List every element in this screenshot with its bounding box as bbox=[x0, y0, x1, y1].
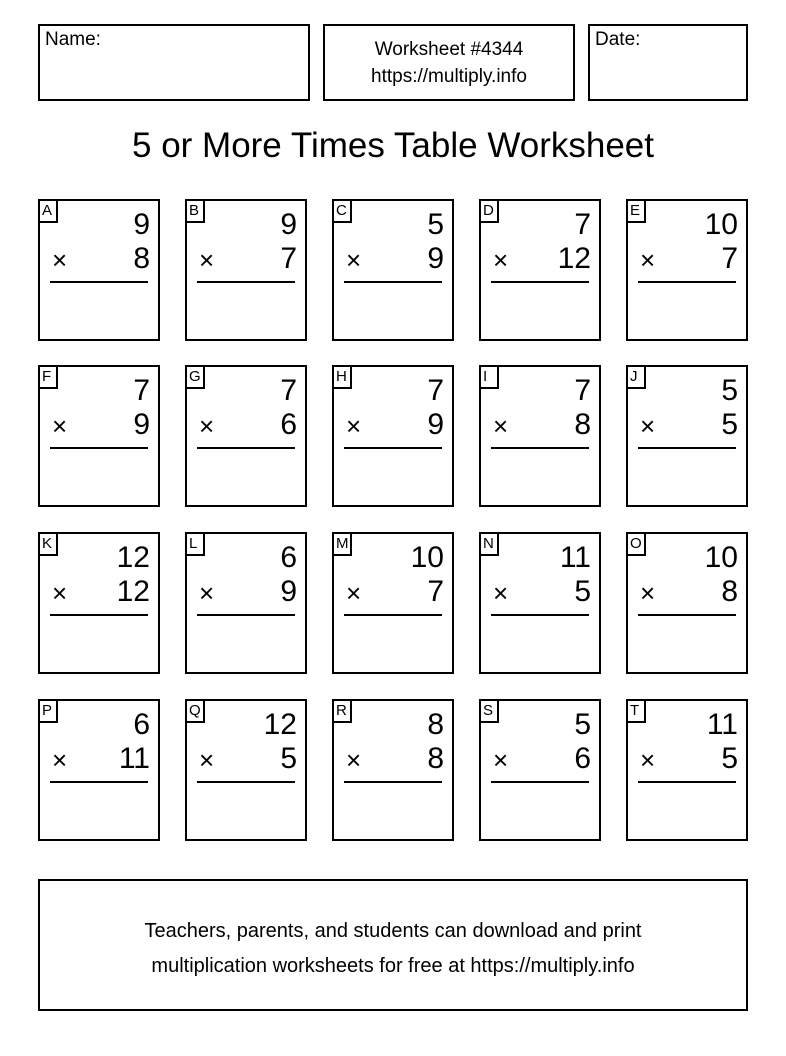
answer-line bbox=[638, 614, 736, 616]
problem-card bbox=[626, 199, 748, 341]
problem-multiplicand: 11 bbox=[559, 541, 591, 574]
problem-multiplier: 8 bbox=[133, 242, 150, 275]
times-sign: × bbox=[493, 745, 509, 775]
problem-multiplier: 7 bbox=[721, 242, 738, 275]
problem-letter: M bbox=[332, 532, 352, 556]
problem-multiplier: 7 bbox=[427, 575, 444, 608]
problem-letter: O bbox=[626, 532, 646, 556]
times-sign: × bbox=[346, 745, 362, 775]
times-sign: × bbox=[640, 245, 656, 275]
answer-line bbox=[491, 781, 589, 783]
answer-line bbox=[197, 781, 295, 783]
problem-card bbox=[332, 532, 454, 674]
problem-multiplier: 6 bbox=[280, 408, 297, 441]
worksheet-number: Worksheet #4344 bbox=[374, 39, 524, 60]
answer-line bbox=[491, 447, 589, 449]
problem-multiplicand: 10 bbox=[704, 541, 738, 574]
problem-card bbox=[38, 532, 160, 674]
problem-multiplicand: 6 bbox=[280, 541, 297, 574]
problem-multiplier: 5 bbox=[721, 408, 738, 441]
problem-multiplier: 9 bbox=[133, 408, 150, 441]
answer-line bbox=[50, 447, 148, 449]
answer-line bbox=[491, 614, 589, 616]
times-sign: × bbox=[493, 578, 509, 608]
times-sign: × bbox=[346, 245, 362, 275]
problem-letter: C bbox=[332, 199, 352, 223]
problem-card bbox=[626, 532, 748, 674]
footer-box bbox=[38, 879, 748, 1011]
problem-multiplicand: 7 bbox=[280, 374, 297, 407]
times-sign: × bbox=[199, 578, 215, 608]
answer-line bbox=[638, 447, 736, 449]
times-sign: × bbox=[640, 745, 656, 775]
problem-letter: T bbox=[626, 699, 646, 723]
problem-card bbox=[479, 199, 601, 341]
problem-multiplicand: 5 bbox=[427, 208, 444, 241]
times-sign: × bbox=[346, 411, 362, 441]
problem-multiplier: 9 bbox=[427, 408, 444, 441]
problem-letter: S bbox=[479, 699, 499, 723]
problem-multiplicand: 7 bbox=[574, 208, 591, 241]
times-sign: × bbox=[199, 411, 215, 441]
problem-multiplicand: 6 bbox=[133, 708, 150, 741]
problem-multiplier: 12 bbox=[116, 575, 150, 608]
problem-letter: J bbox=[626, 365, 646, 389]
problem-letter: H bbox=[332, 365, 352, 389]
problem-multiplicand: 7 bbox=[133, 374, 150, 407]
problem-multiplicand: 12 bbox=[263, 708, 297, 741]
times-sign: × bbox=[493, 411, 509, 441]
times-sign: × bbox=[52, 245, 68, 275]
problem-card bbox=[185, 532, 307, 674]
problem-multiplier: 5 bbox=[721, 742, 738, 775]
times-sign: × bbox=[493, 245, 509, 275]
problem-card bbox=[185, 699, 307, 841]
problem-letter: L bbox=[185, 532, 205, 556]
problem-card bbox=[479, 365, 601, 507]
problem-card bbox=[626, 699, 748, 841]
problem-multiplicand: 5 bbox=[574, 708, 591, 741]
problem-letter: B bbox=[185, 199, 205, 223]
problem-letter: A bbox=[38, 199, 58, 223]
problem-multiplier: 11 bbox=[118, 742, 150, 775]
answer-line bbox=[344, 281, 442, 283]
problem-multiplier: 12 bbox=[557, 242, 591, 275]
problem-letter: F bbox=[38, 365, 58, 389]
answer-line bbox=[344, 614, 442, 616]
problem-letter: I bbox=[479, 365, 499, 389]
answer-line bbox=[638, 281, 736, 283]
problem-letter: G bbox=[185, 365, 205, 389]
answer-line bbox=[344, 781, 442, 783]
problem-card bbox=[332, 365, 454, 507]
problem-card bbox=[38, 365, 160, 507]
name-field-box bbox=[38, 24, 310, 101]
problem-multiplicand: 9 bbox=[133, 208, 150, 241]
problem-card bbox=[332, 699, 454, 841]
answer-line bbox=[50, 781, 148, 783]
problem-multiplier: 7 bbox=[280, 242, 297, 275]
problem-letter: P bbox=[38, 699, 58, 723]
problem-multiplicand: 10 bbox=[704, 208, 738, 241]
problem-multiplier: 8 bbox=[721, 575, 738, 608]
answer-line bbox=[50, 614, 148, 616]
worksheet-url: https://multiply.info bbox=[371, 66, 527, 87]
footer-line-1: Teachers, parents, and students can download and print bbox=[144, 920, 642, 942]
problem-multiplicand: 11 bbox=[706, 708, 738, 741]
times-sign: × bbox=[640, 411, 656, 441]
problem-letter: K bbox=[38, 532, 58, 556]
problem-card bbox=[185, 199, 307, 341]
problem-multiplicand: 5 bbox=[721, 374, 738, 407]
answer-line bbox=[197, 614, 295, 616]
problem-letter: R bbox=[332, 699, 352, 723]
problem-letter: N bbox=[479, 532, 499, 556]
times-sign: × bbox=[52, 411, 68, 441]
worksheet-info-box bbox=[323, 24, 575, 101]
answer-line bbox=[638, 781, 736, 783]
problem-multiplier: 5 bbox=[280, 742, 297, 775]
problem-card bbox=[479, 532, 601, 674]
problem-card bbox=[38, 699, 160, 841]
times-sign: × bbox=[640, 578, 656, 608]
date-label: Date: bbox=[595, 29, 641, 50]
problem-card bbox=[185, 365, 307, 507]
problem-multiplier: 8 bbox=[574, 408, 591, 441]
date-field-box bbox=[588, 24, 748, 101]
problem-multiplier: 6 bbox=[574, 742, 591, 775]
problem-multiplicand: 8 bbox=[427, 708, 444, 741]
times-sign: × bbox=[199, 245, 215, 275]
problem-letter: D bbox=[479, 199, 499, 223]
page-title: 5 or More Times Table Worksheet bbox=[132, 126, 654, 165]
problem-letter: Q bbox=[185, 699, 205, 723]
name-label: Name: bbox=[45, 29, 101, 50]
problem-multiplicand: 10 bbox=[410, 541, 444, 574]
problem-multiplicand: 7 bbox=[427, 374, 444, 407]
problem-multiplicand: 9 bbox=[280, 208, 297, 241]
times-sign: × bbox=[52, 578, 68, 608]
answer-line bbox=[344, 447, 442, 449]
answer-line bbox=[197, 281, 295, 283]
answer-line bbox=[50, 281, 148, 283]
answer-line bbox=[197, 447, 295, 449]
problem-multiplier: 9 bbox=[427, 242, 444, 275]
problem-card bbox=[332, 199, 454, 341]
problem-multiplier: 5 bbox=[574, 575, 591, 608]
answer-line bbox=[491, 281, 589, 283]
problem-card bbox=[479, 699, 601, 841]
times-sign: × bbox=[346, 578, 362, 608]
problem-letter: E bbox=[626, 199, 646, 223]
problem-multiplier: 9 bbox=[280, 575, 297, 608]
problem-card bbox=[38, 199, 160, 341]
times-sign: × bbox=[52, 745, 68, 775]
times-sign: × bbox=[199, 745, 215, 775]
problem-card bbox=[626, 365, 748, 507]
problem-multiplier: 8 bbox=[427, 742, 444, 775]
problem-multiplicand: 12 bbox=[116, 541, 150, 574]
problem-multiplicand: 7 bbox=[574, 374, 591, 407]
footer-line-2: multiplication worksheets for free at https://multiply.info bbox=[151, 955, 635, 977]
